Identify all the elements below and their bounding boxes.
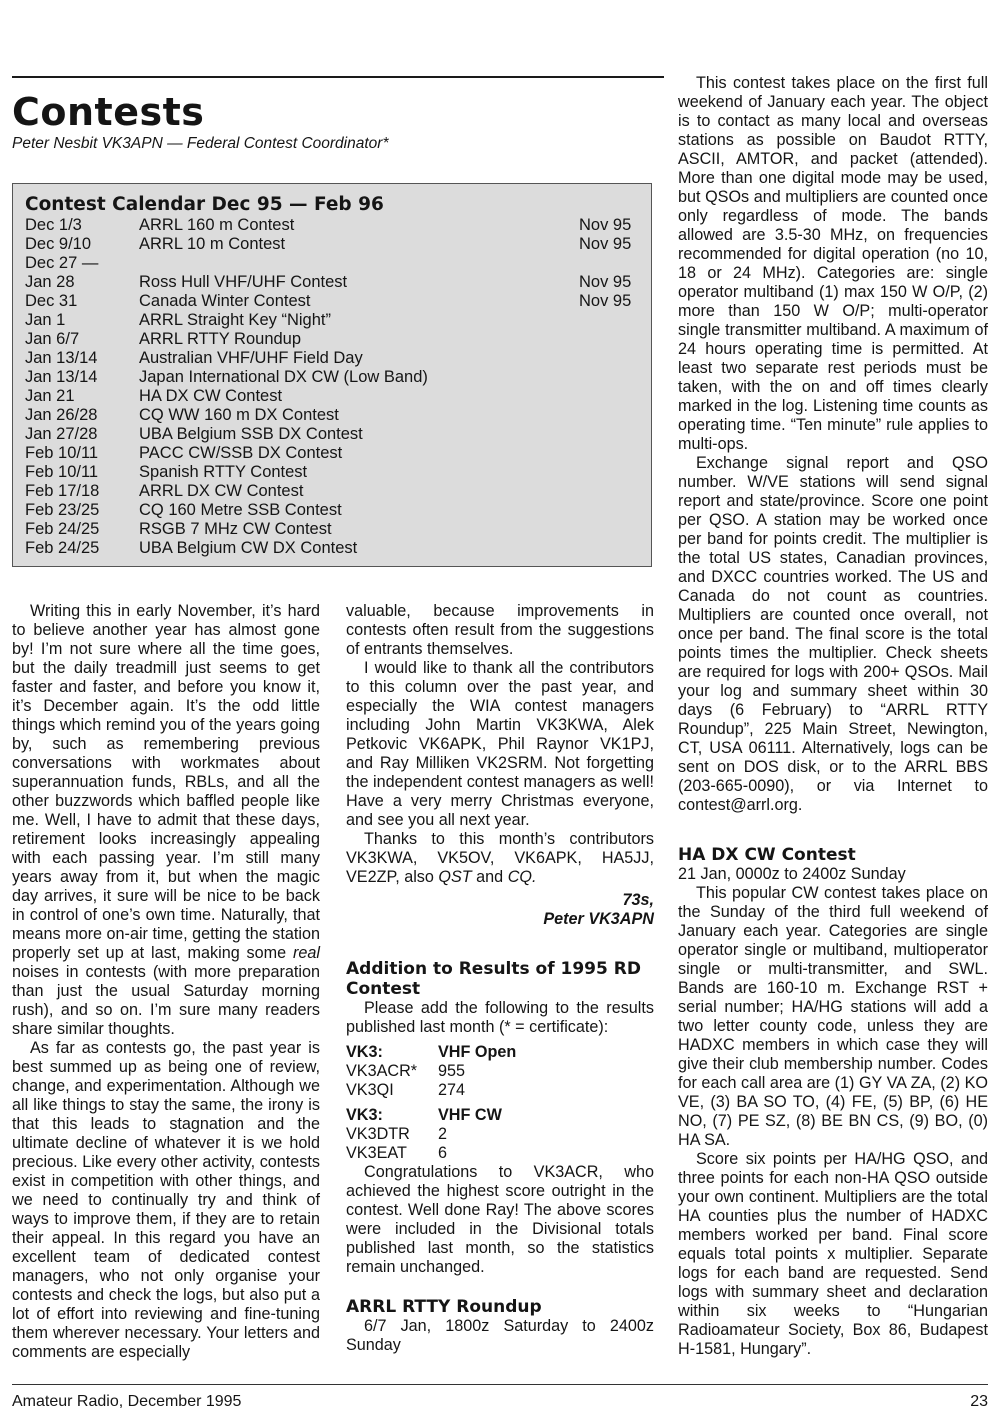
calendar-date: Jan 1: [25, 311, 66, 329]
calendar-contest: Australian VHF/UHF Field Day: [139, 349, 363, 367]
calendar-due: [579, 425, 639, 444]
results-section: VHF Open: [438, 1043, 517, 1061]
results-heading-vhf-cw: [346, 1106, 654, 1125]
contest-time: 21 Jan, 0000z to 2400z Sunday: [678, 865, 906, 883]
results-score: 274: [438, 1081, 466, 1099]
calendar-due: Nov 95: [579, 273, 632, 291]
byline: Peter Nesbit VK3APN — Federal Contest Coordinator*: [12, 135, 389, 152]
results-row: [346, 1144, 654, 1163]
calendar-due: Nov 95: [579, 216, 632, 234]
results-row: [346, 1125, 654, 1144]
calendar-title: Contest Calendar Dec 95 — Feb 96: [25, 194, 384, 215]
calendar-row: [23, 406, 639, 425]
page-title: Contests: [12, 90, 205, 134]
calendar-due: [579, 482, 639, 501]
results-row: [346, 1062, 654, 1081]
paragraph: [12, 602, 320, 1039]
calendar-row: [23, 482, 639, 501]
results-callsign: VK3QI: [346, 1081, 394, 1099]
publication-name: QST: [438, 868, 472, 886]
calendar-contest: CQ 160 Metre SSB Contest: [139, 501, 342, 519]
article-column-2: [346, 602, 654, 1355]
results-score: 6: [438, 1144, 448, 1162]
calendar-row: [23, 235, 639, 254]
calendar-row: [23, 349, 639, 368]
calendar-row: [23, 292, 639, 311]
calendar-date: Feb 10/11: [25, 463, 99, 481]
calendar-date: Feb 10/11: [25, 444, 99, 462]
calendar-date: Jan 27/28: [25, 425, 98, 443]
calendar-contest: HA DX CW Contest: [139, 387, 283, 405]
calendar-date: Jan 28: [25, 273, 75, 291]
calendar-contest: ARRL Straight Key “Night”: [139, 311, 331, 329]
calendar-due: [579, 387, 639, 406]
calendar-row: [23, 368, 639, 387]
results-callsign: VK3DTR: [346, 1125, 410, 1143]
publication-name: CQ.: [507, 868, 537, 886]
calendar-contest: UBA Belgium SSB DX Contest: [139, 425, 363, 443]
calendar-due: Nov 95: [579, 235, 632, 253]
results-score: 955: [438, 1062, 466, 1080]
calendar-row: [23, 501, 639, 520]
calendar-date: Dec 1/3: [25, 216, 82, 234]
results-section: VHF CW: [438, 1106, 502, 1124]
calendar-due: [579, 368, 639, 387]
calendar-due: [579, 501, 639, 520]
calendar-due: [579, 406, 639, 425]
calendar-row: [23, 539, 639, 558]
calendar-row: [23, 444, 639, 463]
calendar-contest: CQ WW 160 m DX Contest: [139, 406, 339, 424]
signature: Peter VK3APN: [543, 910, 654, 928]
calendar-date: Feb 23/25: [25, 501, 100, 519]
results-score: 2: [438, 1125, 448, 1143]
calendar-contest: Ross Hull VHF/UHF Contest: [139, 273, 348, 291]
calendar-row: [23, 254, 639, 273]
article-column-3: [678, 74, 988, 1359]
calendar-row: [23, 520, 639, 539]
paragraph-text: Writing this in early November, it’s hard to believe another year has almost gone by! I’m not sure where all the time goes, but the daily treadmill just seems to get faster and faster, and before you know it, it’s December again. It’s the odd little things which remind you of the years going by, such as remembering previous conversations with workmates about superannuation funds, RBLs, and all the other buzzwords which baffled people like me. Well, I have to admit that these days, retirement looks increasingly appealing with each passing year. I’m still many years away from it, but when the magic day arrives, it sure will be nice to be back in control of one’s own time. Naturally, that means more on-air time, getting the station properly set up at last, making some: [12, 602, 320, 962]
calendar-row: [23, 311, 639, 330]
calendar-due: [579, 539, 639, 558]
calendar-date: Jan 13/14: [25, 368, 98, 386]
calendar-list: [23, 216, 639, 558]
paragraph: I would like to thank all the contributors to this column over the past year, and especially the WIA contest managers including John Martin VK3KWA, Alek Petkovic VK6APK, Phil Raynor VK1PJ, and Ray Milliken VK2SRM. Not forgetting the independent contest managers as well! Have a very merry Christmas everyone, and see you all next year.: [346, 659, 654, 829]
calendar-date: Jan 26/28: [25, 406, 98, 424]
calendar-row: [23, 216, 639, 235]
calendar-date: Jan 6/7: [25, 330, 80, 348]
calendar-contest: Japan International DX CW (Low Band): [139, 368, 428, 386]
contest-calendar-box: [12, 183, 652, 567]
results-callsign: VK3ACR*: [346, 1062, 418, 1080]
results-callsign: VK3EAT: [346, 1144, 407, 1162]
calendar-date: Dec 31: [25, 292, 78, 310]
calendar-row: [23, 463, 639, 482]
section-heading-ha-dx: HA DX CW Contest: [678, 845, 856, 865]
calendar-due: [579, 463, 639, 482]
footer-rule: [12, 1384, 988, 1385]
signoff: 73s,: [622, 891, 654, 909]
calendar-contest: ARRL RTTY Roundup: [139, 330, 302, 348]
calendar-due: [579, 444, 639, 463]
calendar-contest: Canada Winter Contest: [139, 292, 311, 310]
calendar-due: [579, 254, 639, 273]
paragraph: As far as contests go, the past year is best summed up as being one of review, change, and experimentation. Although we all like things to stay the same, the irony is that this leads to stagnation and the ultimate decline of whatever it is we hold precious. Like every other activity, contests exist in competition with other things, and we need to continually try and think of ways to improve them, if they are to retain their appeal. In this regard you have an excellent team of dedicated contest managers, who not only organise your contests and check the logs, but also put a lot of effort into reviewing and fine-tuning them wherever necessary. Your letters and comments are especially: [12, 1039, 320, 1361]
paragraph: This contest takes place on the first full weekend of January each year. The object is to contact as many local and overseas stations as possible on Baudot RTTY, ASCII, AMTOR, and packet (attended). More than one digital mode may be used, but QSOs and multipliers are counted once only regardless of mode. The bands allowed are 3.5-30 MHz, on frequencies recommended for digital operation (no 10, 18 or 24 MHz). Categories are: single operator multiband (1) max 150 W O/P, (2) more than 150 W O/P; multi-operator single transmitter multiband. A maximum of 24 hours operating time is permitted. At least two separate rest periods must be taken, with the on and off times clearly marked in the log. Listening time counts as operating time. “Ten minute” rule applies to multi-ops.: [678, 74, 988, 453]
results-call-area: VK3:: [346, 1106, 383, 1124]
calendar-due: [579, 311, 639, 330]
calendar-date: Dec 27 —: [25, 254, 99, 272]
results-call-area: VK3:: [346, 1043, 383, 1061]
calendar-row: [23, 387, 639, 406]
paragraph: This popular CW contest takes place on the Sunday of the third full weekend of January each year. Categories are single operator single or multiband, multioperator single or multi-transmitter, and SWL. Bands are 160-10 m. Exchange RST + serial number; HA/HG stations will add a two letter county code, unless they are HADXC members in which case they will give their club membership number. Codes for each call area are (1) GY VA ZA, (2) KO VE, (3) BA SO TO, (4) FE, (5) BP, (6) HE NO, (7) PE SZ, (8) BE BN CS, (9) BO, (0) HA SA.: [678, 884, 988, 1149]
calendar-due: [579, 330, 639, 349]
calendar-date: Jan 21: [25, 387, 75, 405]
section-heading-addition: Addition to Results of 1995 RD Contest: [346, 959, 641, 999]
paragraph: Score six points per HA/HG QSO, and three points for each non-HA QSO outside your own continent. Multipliers are the total HA counties plus the number of HADXC members worked per band. Final score equals total points x multiplier. Separate logs for each band are requested. Send logs with summary sheet and declaration within six weeks to “Hungarian Radioamateur Society, Box 86, Budapest H-1581, Hungary”.: [678, 1150, 988, 1358]
calendar-contest: Spanish RTTY Contest: [139, 463, 308, 481]
header-rule: [12, 76, 664, 78]
paragraph-text: noises in contests (with more preparation than just the usual Saturday morning rush), and so on. I’m sure many readers share similar thoughts.: [12, 963, 320, 1038]
page-number: 23: [970, 1393, 988, 1410]
calendar-contest: UBA Belgium CW DX Contest: [139, 539, 358, 557]
paragraph: 6/7 Jan, 1800z Saturday to 2400z Sunday: [346, 1317, 654, 1354]
results-row: [346, 1081, 654, 1100]
footer-publication: Amateur Radio, December 1995: [12, 1393, 242, 1410]
calendar-due: [579, 349, 639, 368]
calendar-date: Feb 24/25: [25, 539, 100, 557]
calendar-contest: PACC CW/SSB DX Contest: [139, 444, 343, 462]
calendar-contest: ARRL 160 m Contest: [139, 216, 295, 234]
results-heading-vhf-open: [346, 1043, 654, 1062]
calendar-date: Feb 24/25: [25, 520, 100, 538]
paragraph: Exchange signal report and QSO number. W/VE stations will send signal report and state/province. Score one point per QSO. A station may be worked once per band for points credit. The multiplier is the total US states, Canadian provinces, and DXCC countries worked. The US and Canada do not count as countries. Multipliers are counted once overall, not once per band. The final score is the total points times the multiplier. Check sheets are required for logs with 200+ QSOs. Mail your log and summary sheet within 30 days (6 February) to “ARRL RTTY Roundup”, 225 Main Street, Newington, CT, USA 06111. Alternatively, logs can be sent on DOS disk, or to the ARRL BBS (203-665-0090), or via Internet to contest@arrl.org.: [678, 454, 988, 814]
article-column-1: [12, 602, 320, 1362]
calendar-contest: RSGB 7 MHz CW Contest: [139, 520, 332, 538]
paragraph-text: Thanks to this month’s contributors VK3KWA, VK5OV, VK6APK, HA5JJ, VE2ZP, also: [346, 830, 654, 886]
calendar-contest: ARRL 10 m Contest: [139, 235, 286, 253]
calendar-contest: [139, 254, 579, 273]
calendar-date: Feb 17/18: [25, 482, 100, 500]
calendar-due: Nov 95: [579, 292, 632, 310]
calendar-due: [579, 520, 639, 539]
paragraph: [346, 830, 654, 887]
calendar-row: [23, 330, 639, 349]
paragraph: Congratulations to VK3ACR, who achieved the highest score outright in the contest. Well done Ray! The above scores were included in the Divisional totals published last month, so the statistics remain unchanged.: [346, 1163, 654, 1276]
calendar-contest: ARRL DX CW Contest: [139, 482, 304, 500]
emphasis-text: real: [293, 944, 320, 962]
paragraph: valuable, because improvements in contests often result from the suggestions of entrants themselves.: [346, 602, 654, 658]
calendar-row: [23, 425, 639, 444]
calendar-date: Dec 9/10: [25, 235, 92, 253]
paragraph: Please add the following to the results published last month (* = certificate):: [346, 999, 654, 1036]
section-heading-arrl-rtty: ARRL RTTY Roundup: [346, 1297, 542, 1317]
paragraph-text: and: [476, 868, 504, 886]
calendar-row: [23, 273, 639, 292]
calendar-date: Jan 13/14: [25, 349, 98, 367]
